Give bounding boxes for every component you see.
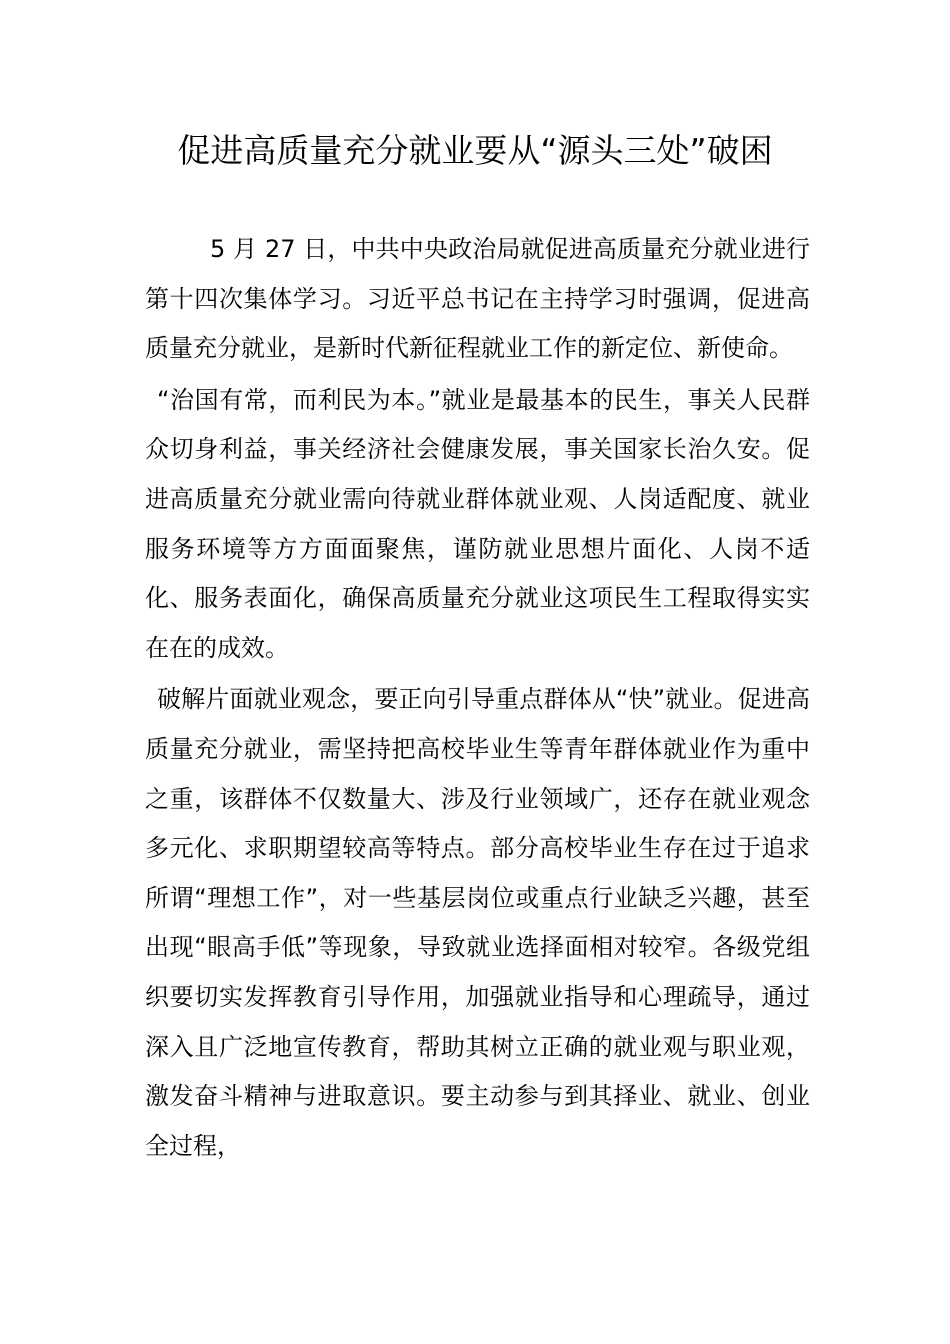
paragraph-2: “治国有常，而利民为本。”就业是最基本的民生，事关人民群众切身利益，事关经济社会健康发展，事关国家长治久安。促进高质量充分就业需向待就业群体就业观、人岗适配度、就业服务环境等方方面面聚焦，谨防就业思想片面化、人岗不适化、服务表面化，确保高质量充分就业这项民生工程取得实实在在的成效。	[145, 385, 810, 662]
paragraph-3: 破解片面就业观念，要正向引导重点群体从“快”就业。促进高质量充分就业，需坚持把高校毕业生等青年群体就业作为重中之重，该群体不仅数量大、涉及行业领域广，还存在就业观念多元化、求职期望较高等特点。部分高校毕业生存在过于追求所谓“理想工作”，对一些基层岗位或重点行业缺乏兴趣，甚至出现“眼高手低”等现象，导致就业选择面相对较窄。各级党组织要切实发挥教育引导作用，加强就业指导和心理疏导，通过深入且广泛地宣传教育，帮助其树立正确的就业观与职业观，激发奋斗精神与进取意识。要主动参与到其择业、就业、创业全过程，	[145, 685, 810, 1160]
paragraph-1: 5 月 27 日，中共中央政治局就促进高质量充分就业进行第十四次集体学习。习近平总书记在主持学习时强调，促进高质量充分就业，是新时代新征程就业工作的新定位、新使命。	[145, 235, 810, 363]
document-body	[145, 225, 810, 1171]
document-title: 促进高质量充分就业要从“源头三处”破困	[177, 131, 773, 170]
